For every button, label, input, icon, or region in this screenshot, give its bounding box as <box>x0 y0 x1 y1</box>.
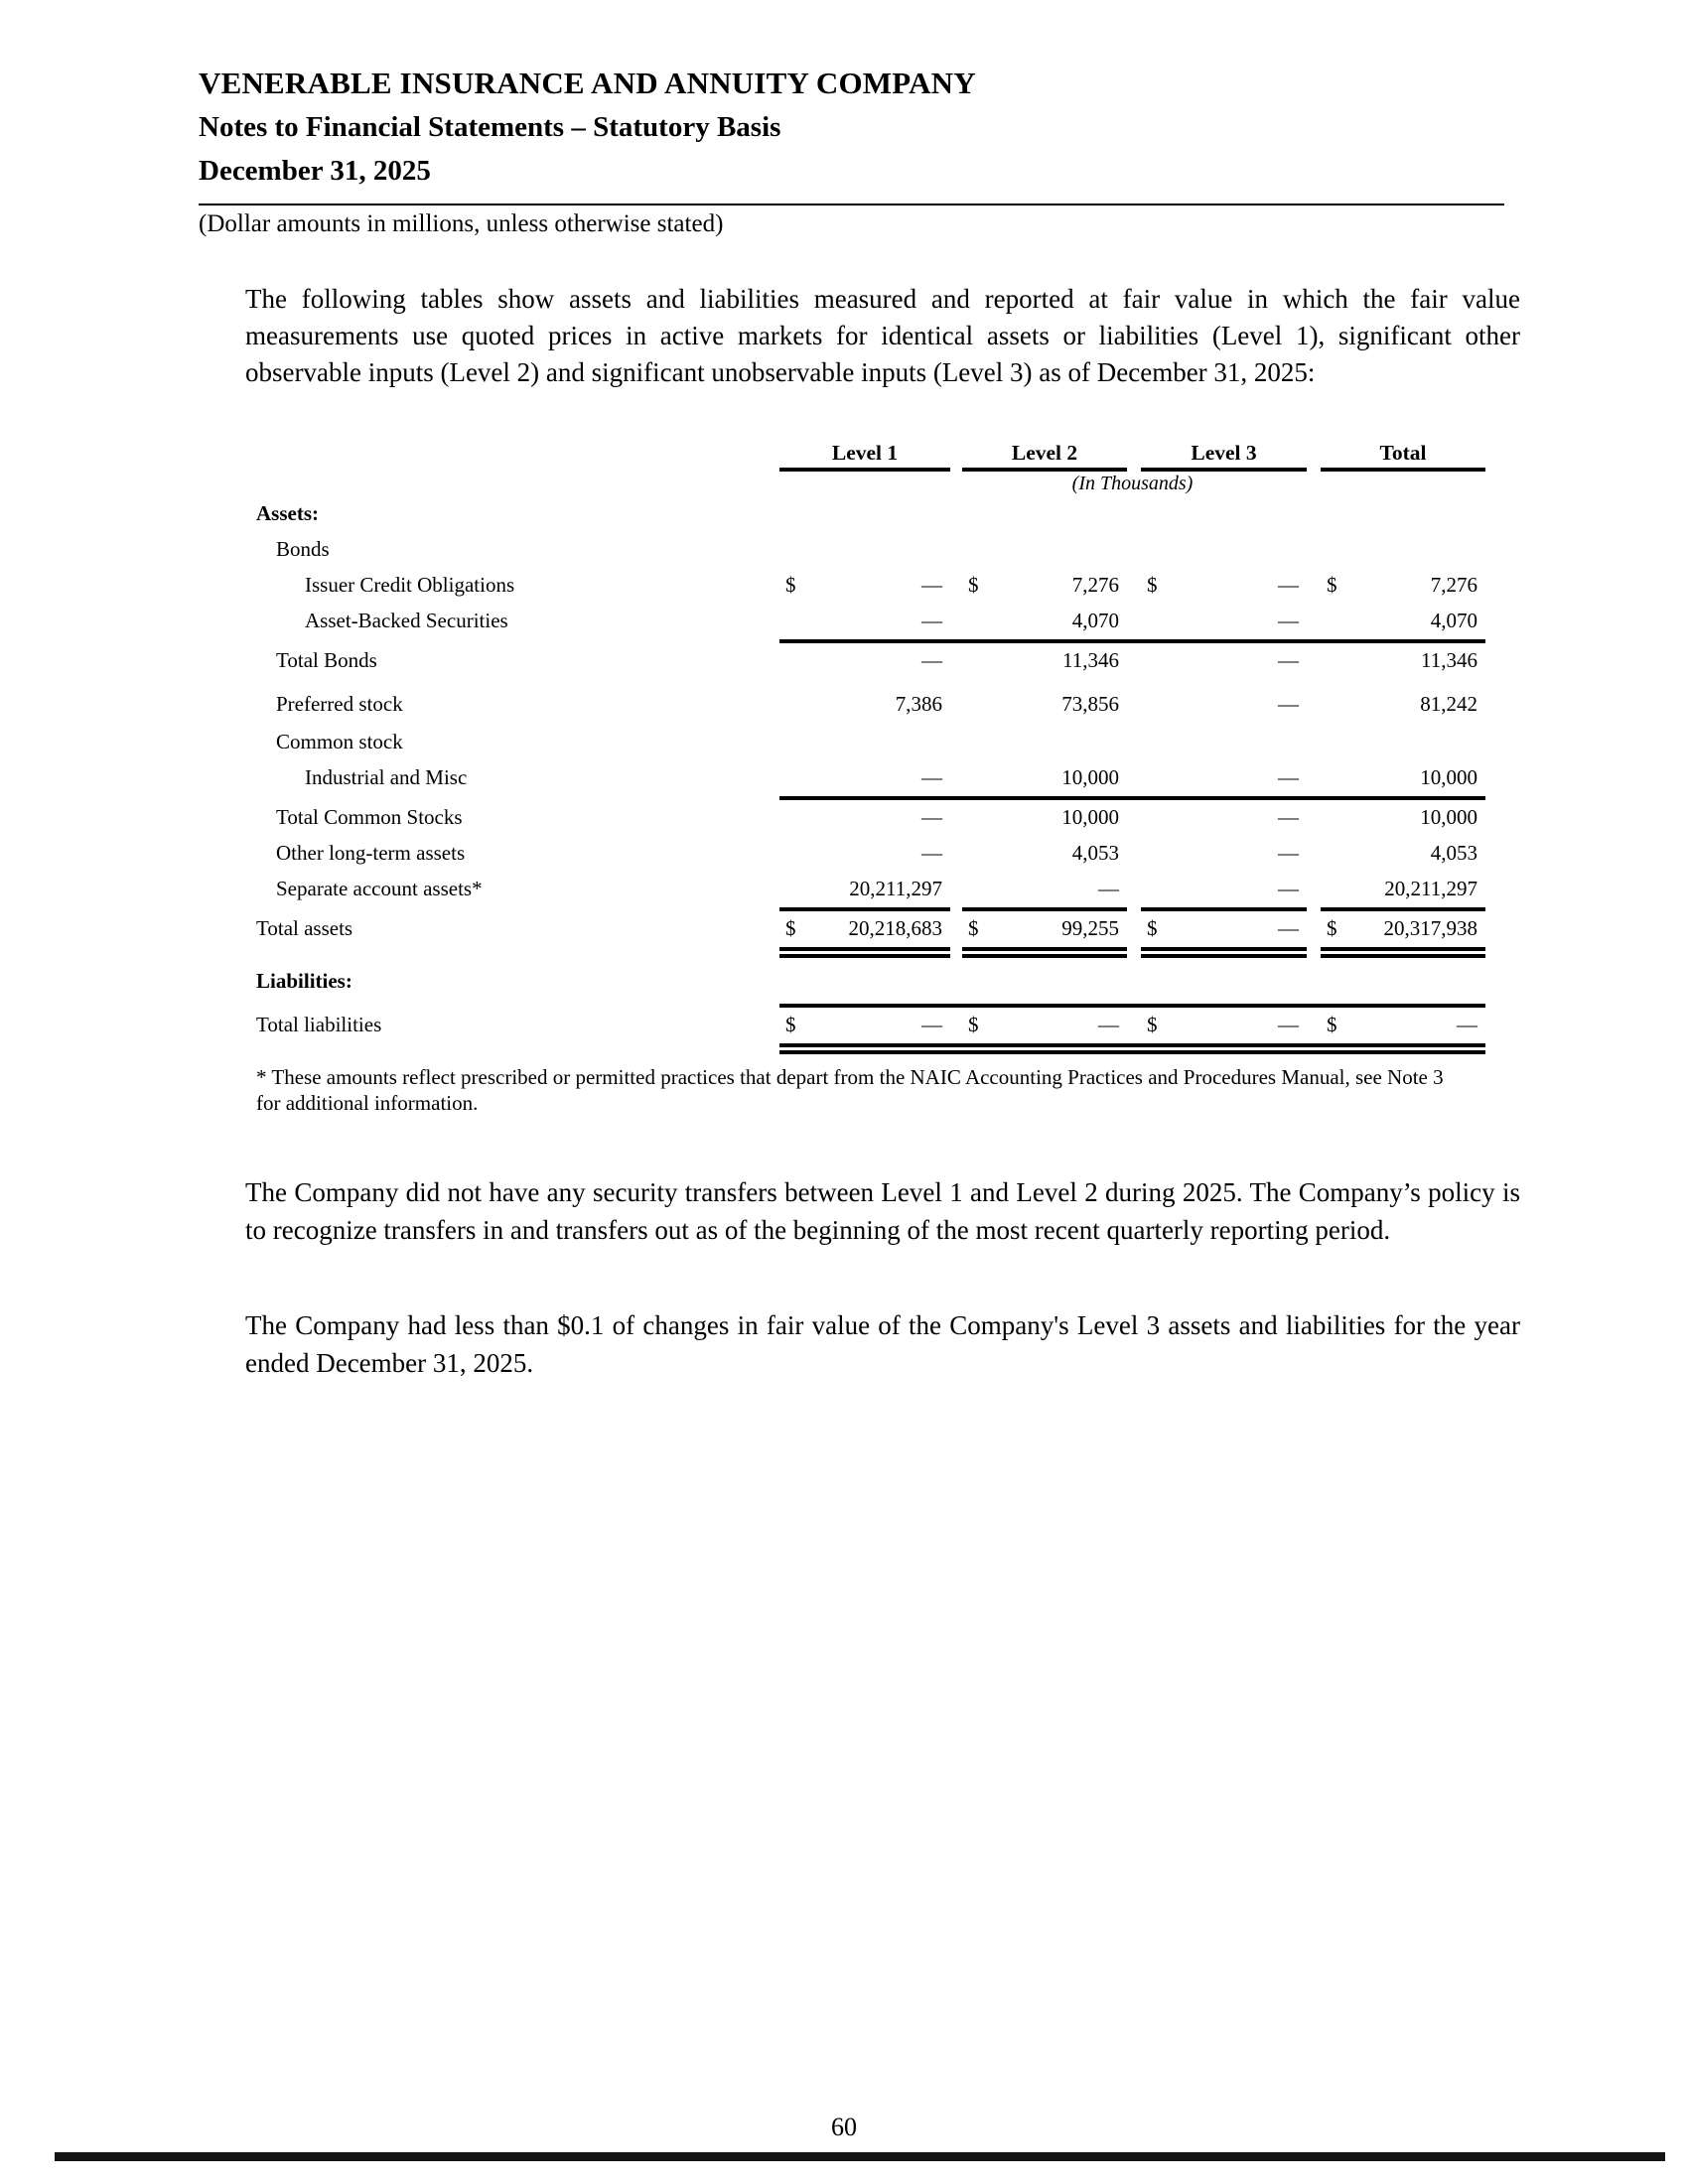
cell-value: 20,211,297 <box>1384 877 1477 900</box>
cell-total <box>1321 916 1485 941</box>
table-row <box>256 1008 1485 1043</box>
currency-symbol: $ <box>1327 573 1337 597</box>
cell-value: — <box>1278 765 1299 789</box>
cell-level3 <box>1141 916 1307 941</box>
cell-level1 <box>779 648 950 673</box>
statement-date: December 31, 2025 <box>199 155 431 187</box>
level3-changes-paragraph: The Company had less than $0.1 of changes in fair value of the Company's Level 3 assets and liabilities for the year ended December 31, 2025. <box>245 1310 1520 1378</box>
cell-value: 20,218,683 <box>848 916 942 940</box>
table-rule <box>1321 907 1485 911</box>
cell-level2 <box>962 805 1127 830</box>
cell-level1 <box>779 573 950 598</box>
column-header-level3: Level 3 <box>1141 441 1307 472</box>
table-row <box>256 872 1485 907</box>
company-title: VENERABLE INSURANCE AND ANNUITY COMPANY <box>199 66 976 100</box>
cell-level2 <box>962 841 1127 866</box>
table-row <box>256 911 1485 947</box>
cell-value: 4,053 <box>1430 841 1477 865</box>
table-rule-row <box>256 947 1485 958</box>
cell-value: 10,000 <box>1420 765 1477 789</box>
currency-symbol: $ <box>1147 1013 1158 1036</box>
cell-value: — <box>1457 1013 1477 1036</box>
cell-value: 20,317,938 <box>1383 916 1477 940</box>
cell-total <box>1321 692 1485 717</box>
cell-level3 <box>1141 765 1307 790</box>
cell-value: — <box>921 573 942 597</box>
cell-value: — <box>1278 692 1299 716</box>
cell-level3 <box>1141 805 1307 830</box>
cell-value: — <box>921 648 942 672</box>
table-row <box>256 964 1485 1000</box>
table-double-rule <box>779 947 950 958</box>
row-label: Issuer Credit Obligations <box>305 573 515 597</box>
footer-rule <box>55 2152 1665 2161</box>
cell-value: — <box>1278 1013 1299 1036</box>
row-label: Common stock <box>276 730 403 753</box>
row-label-assets: Assets: <box>256 501 319 525</box>
cell-value: — <box>1098 1013 1119 1036</box>
cell-level1 <box>779 765 950 790</box>
cell-value: — <box>1278 805 1299 829</box>
cell-total <box>1321 648 1485 673</box>
cell-total <box>1321 805 1485 830</box>
cell-value: 7,276 <box>1430 573 1477 597</box>
column-header-level2: Level 2 <box>962 441 1127 472</box>
cell-level1 <box>779 609 950 633</box>
cell-value: 11,346 <box>1421 648 1477 672</box>
cell-level3 <box>1141 841 1307 866</box>
cell-value: — <box>921 609 942 632</box>
cell-level3 <box>1141 609 1307 633</box>
currency-symbol: $ <box>785 1013 796 1036</box>
table-row <box>256 687 1485 723</box>
row-label-total-liabilities: Total liabilities <box>256 1013 382 1036</box>
table-footnote: * These amounts reflect prescribed or permitted practices that depart from the NAIC Accounting Practices and Procedures Manual, see Note 3 for additional information. <box>256 1065 1444 1115</box>
page-number: 60 <box>831 2113 857 2141</box>
column-header-level1: Level 1 <box>779 441 950 472</box>
cell-value: 99,255 <box>1061 916 1119 940</box>
header-divider-rule <box>199 204 1504 205</box>
cell-value: 4,053 <box>1071 841 1119 865</box>
document-subtitle: Notes to Financial Statements – Statutory Basis <box>199 111 781 143</box>
cell-value: — <box>1278 877 1299 900</box>
column-header-total: Total <box>1321 441 1485 472</box>
currency-symbol: $ <box>968 1013 979 1036</box>
cell-level2 <box>962 692 1127 717</box>
cell-level1 <box>779 692 950 717</box>
table-row <box>256 836 1485 872</box>
row-label-liabilities: Liabilities: <box>256 969 352 993</box>
currency-symbol: $ <box>1327 916 1337 940</box>
cell-level2 <box>962 648 1127 673</box>
cell-level1 <box>779 1013 950 1037</box>
currency-symbol: $ <box>785 916 796 940</box>
cell-total <box>1321 609 1485 633</box>
cell-total <box>1321 573 1485 598</box>
currency-symbol: $ <box>785 573 796 597</box>
row-label-bonds: Bonds <box>276 537 330 561</box>
row-label: Other long-term assets <box>276 841 466 865</box>
cell-value: 4,070 <box>1430 609 1477 632</box>
cell-level3 <box>1141 648 1307 673</box>
table-row <box>256 604 1485 639</box>
row-label: Industrial and Misc <box>305 765 468 789</box>
cell-value: 4,070 <box>1071 609 1119 632</box>
row-label: Asset-Backed Securities <box>305 609 508 632</box>
cell-level1 <box>779 805 950 830</box>
cell-total <box>1321 765 1485 790</box>
cell-level2 <box>962 573 1127 598</box>
cell-level2 <box>962 877 1127 901</box>
table-row <box>256 760 1485 796</box>
cell-level2 <box>962 1013 1127 1037</box>
cell-value: 73,856 <box>1061 692 1119 716</box>
cell-value: 10,000 <box>1061 765 1119 789</box>
cell-level3 <box>1141 877 1307 901</box>
cell-value: 81,242 <box>1420 692 1477 716</box>
table-header-row <box>256 441 1485 469</box>
cell-total <box>1321 841 1485 866</box>
table-row <box>256 496 1485 532</box>
table-row <box>256 643 1485 679</box>
cell-value: 11,346 <box>1062 648 1119 672</box>
table-row <box>256 800 1485 836</box>
cell-value: — <box>921 765 942 789</box>
cell-value: 10,000 <box>1420 805 1477 829</box>
row-label: Separate account assets* <box>276 877 483 900</box>
cell-total <box>1321 1013 1485 1037</box>
row-label-total-assets: Total assets <box>256 916 353 940</box>
cell-level2 <box>962 609 1127 633</box>
cell-level1 <box>779 841 950 866</box>
table-double-rule <box>962 947 1127 958</box>
table-row <box>256 725 1485 760</box>
cell-value: — <box>921 841 942 865</box>
table-row <box>256 568 1485 604</box>
cell-level3 <box>1141 573 1307 598</box>
fair-value-table <box>256 441 1485 1116</box>
table-rule <box>962 907 1127 911</box>
cell-value: 7,386 <box>895 692 942 716</box>
cell-level2 <box>962 916 1127 941</box>
table-double-rule <box>779 1043 1485 1054</box>
header-block <box>199 62 976 193</box>
row-label: Preferred stock <box>276 692 403 716</box>
cell-value: — <box>921 805 942 829</box>
cell-total <box>1321 877 1485 901</box>
table-rule <box>1141 907 1307 911</box>
cell-value: 7,276 <box>1071 573 1119 597</box>
cell-value: — <box>921 1013 942 1036</box>
currency-symbol: $ <box>968 916 979 940</box>
transfers-paragraph: The Company did not have any security transfers between Level 1 and Level 2 during 2025. The Company’s policy is to recognize transfers in and transfers out as of the beginning of the most recent quarterly reporting period. <box>245 1177 1520 1245</box>
cell-level2 <box>962 765 1127 790</box>
table-double-rule <box>1141 947 1307 958</box>
currency-symbol: $ <box>1147 916 1158 940</box>
cell-value: — <box>1278 609 1299 632</box>
cell-value: — <box>1098 877 1119 900</box>
currency-symbol: $ <box>968 573 979 597</box>
cell-value: 10,000 <box>1061 805 1119 829</box>
cell-value: — <box>1278 916 1299 940</box>
cell-value: — <box>1278 841 1299 865</box>
intro-paragraph: The following tables show assets and liabilities measured and reported at fair value in which the fair value measurements use quoted prices in active markets for identical assets or liabilities (Level 1), significant other observable inputs (Level 2) and significant unobservable inputs (Level 3) as of December 31, 2025: <box>245 284 1520 387</box>
cell-value: 20,211,297 <box>849 877 942 900</box>
cell-level1 <box>779 877 950 901</box>
cell-level1 <box>779 916 950 941</box>
table-double-rule <box>1321 947 1485 958</box>
currency-symbol: $ <box>1147 573 1158 597</box>
cell-value: — <box>1278 573 1299 597</box>
cell-level3 <box>1141 1013 1307 1037</box>
row-label: Total Common Stocks <box>276 805 463 829</box>
table-row <box>256 532 1485 568</box>
table-rule <box>779 907 950 911</box>
dollar-scale-note: (Dollar amounts in millions, unless otherwise stated) <box>199 210 724 237</box>
units-note: (In Thousands) <box>1071 473 1194 494</box>
currency-symbol: $ <box>1327 1013 1337 1036</box>
cell-level3 <box>1141 692 1307 717</box>
cell-value: — <box>1278 648 1299 672</box>
row-label: Total Bonds <box>276 648 377 672</box>
